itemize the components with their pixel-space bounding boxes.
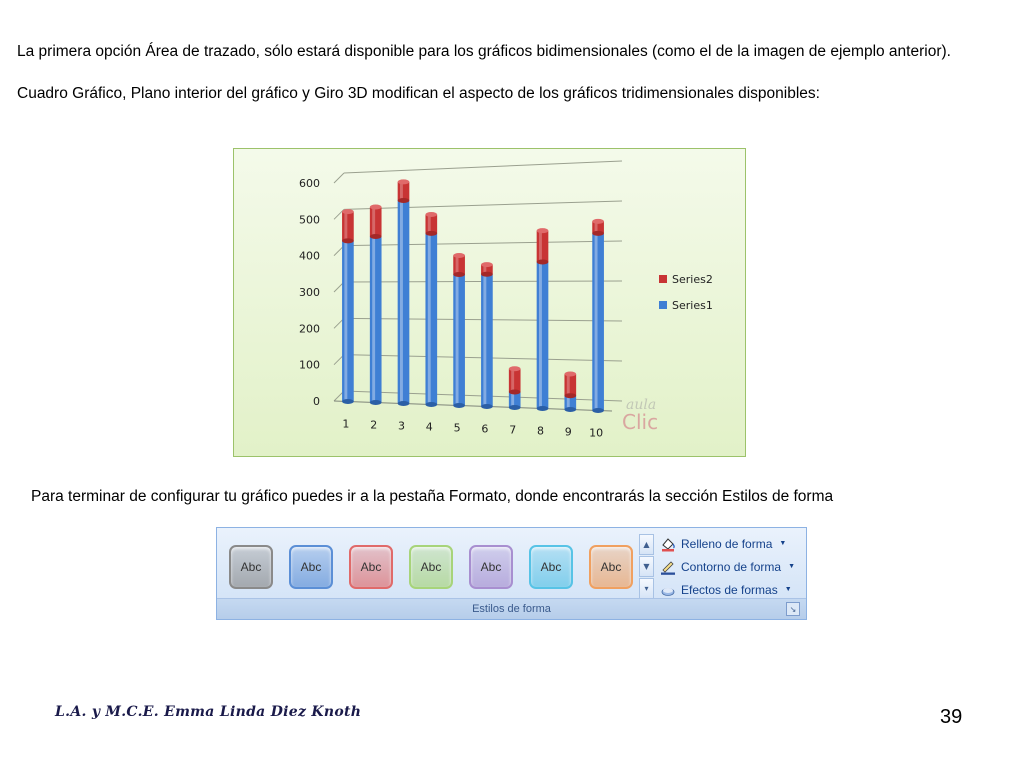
bar-series1-base (564, 407, 576, 412)
shape-styles-gallery (221, 536, 646, 602)
x-tick-label: 8 (537, 424, 544, 438)
y-tick-label: 300 (299, 286, 320, 299)
bar-series1-base (342, 399, 354, 404)
shape-style-cell (281, 536, 341, 598)
bar-series2-highlight (511, 369, 514, 392)
legend-swatch (659, 301, 667, 309)
legend-label: Series1 (672, 299, 713, 312)
bar-series-joint (509, 390, 521, 395)
bar-series2-highlight (456, 255, 459, 274)
bar-series1-base (398, 401, 410, 406)
shape-style-cell (401, 536, 461, 598)
x-tick-label: 7 (509, 423, 517, 437)
shape-style-cell (461, 536, 521, 598)
bar-series-joint (425, 231, 437, 236)
bar-series1-base (453, 403, 465, 408)
bar-series-joint (370, 234, 382, 239)
bar-series2 (509, 369, 521, 392)
bar-series1 (537, 262, 549, 409)
gallery-up-button[interactable]: ▲ (639, 534, 654, 555)
bar-series2-top (342, 209, 354, 214)
shape-effects-icon (660, 582, 676, 598)
chart-3d-stacked-columns (233, 148, 746, 457)
paragraph-format-tab: Para terminar de configurar tu gráfico puedes ir a la pestaña Formato, donde encontrarás la sección Estilos de forma (31, 488, 834, 505)
paragraph-3d-options: Cuadro Gráfico, Plano interior del gráfico y Giro 3D modifican el aspecto de los gráficos tridimensionales disponibles: (17, 85, 820, 102)
gridline (344, 161, 622, 173)
x-tick-label: 5 (453, 421, 461, 435)
ribbon-group-footer (217, 598, 806, 619)
shape-fill-button[interactable] (660, 532, 800, 555)
x-tick-label: 1 (342, 417, 350, 431)
page-number: 39 (940, 706, 963, 728)
y-tick-label: 400 (299, 249, 320, 263)
bar-series2-top (592, 219, 604, 224)
bar-series1 (370, 237, 382, 403)
bar-series1-highlight (483, 274, 486, 406)
bar-series-joint (342, 238, 354, 243)
bar-series1-base (537, 406, 549, 411)
bar-series1 (398, 200, 410, 403)
bar-series2-top (425, 212, 437, 217)
shape-style-button-5[interactable]: Abc (469, 545, 513, 589)
bar-series2-highlight (344, 212, 347, 241)
bar-series2 (370, 207, 382, 237)
shape-effects-label: Efectos de formas (681, 582, 778, 597)
y-tick-label: 100 (299, 358, 320, 372)
bar-series1-highlight (539, 262, 542, 409)
footer-author: L.A. y M.C.E. Emma Linda Diez Knoth (55, 704, 362, 720)
gallery-scroll (639, 534, 654, 599)
x-tick-label: 3 (398, 419, 405, 433)
bar-series1-base (481, 404, 493, 409)
bar-series1 (425, 233, 437, 404)
shape-commands (660, 532, 800, 601)
watermark-logo: Clic (622, 410, 659, 434)
bar-series2 (425, 215, 437, 234)
bar-series2 (537, 231, 549, 262)
ribbon-shape-styles-group (216, 527, 807, 620)
shape-style-button-3[interactable]: Abc (349, 545, 393, 589)
bar-series2-highlight (372, 207, 375, 237)
bar-series-joint (537, 259, 549, 264)
bar-series2-top (453, 253, 465, 258)
x-tick-label: 4 (425, 420, 433, 434)
x-tick-label: 2 (370, 418, 378, 432)
shape-style-cell (221, 536, 281, 598)
y-tick-label: 500 (299, 213, 320, 227)
bar-series2-top (509, 366, 521, 371)
bar-series2 (564, 374, 576, 396)
chevron-down-icon: ▼ (784, 586, 792, 593)
bar-series2 (453, 255, 465, 274)
bar-series1 (453, 274, 465, 405)
chevron-down-icon: ▼ (788, 563, 795, 570)
gallery-down-button[interactable]: ▼ (639, 556, 654, 577)
bar-series-joint (398, 198, 410, 203)
bar-series2-highlight (539, 231, 542, 262)
bar-series2-top (398, 179, 410, 184)
bar-series1-highlight (344, 241, 347, 402)
bar-series-joint (453, 272, 465, 277)
shape-style-button-4[interactable]: Abc (409, 545, 453, 589)
bar-series2-top (481, 262, 493, 267)
bar-series2-top (564, 371, 576, 376)
bar-series-joint (564, 393, 576, 398)
paragraph-plot-area: La primera opción Área de trazado, sólo estará disponible para los gráficos bidimensionales (como el de la imagen de ejemplo anterior). (17, 43, 951, 60)
dialog-launcher-icon[interactable]: ↘ (786, 602, 800, 616)
bar-series1-highlight (456, 274, 459, 405)
chevron-down-icon: ▼ (779, 540, 787, 547)
y-tick-label: 0 (313, 395, 320, 408)
y-tick-label: 600 (299, 177, 320, 190)
paint-bucket-icon (660, 536, 676, 552)
shape-style-cell (521, 536, 581, 598)
shape-style-cell (581, 536, 641, 598)
legend-label: Series2 (672, 273, 713, 286)
bar-series2-highlight (567, 374, 570, 396)
bar-series1-highlight (372, 237, 375, 403)
group-label: Estilos de forma (472, 603, 551, 615)
shape-style-button-1[interactable]: Abc (229, 545, 273, 589)
bar-series1-base (592, 408, 604, 413)
bar-series1-base (425, 402, 437, 407)
bar-series1-base (509, 405, 521, 410)
x-tick-label: 10 (589, 426, 604, 440)
y-tick-label: 200 (299, 322, 320, 336)
gallery-more-button[interactable]: ▾ (639, 578, 654, 599)
shape-style-button-7[interactable]: Abc (589, 545, 633, 589)
pen-outline-icon (660, 559, 676, 575)
legend-swatch (659, 275, 667, 283)
bar-series1-base (370, 400, 382, 405)
shape-fill-label: Relleno de forma (681, 536, 773, 551)
bar-series1-highlight (595, 233, 598, 410)
bar-series-joint (481, 272, 493, 277)
bar-series2 (342, 212, 354, 241)
bar-series1-highlight (400, 200, 403, 403)
bar-series2-top (370, 205, 382, 210)
gridline (344, 241, 622, 246)
x-tick-label: 6 (481, 422, 489, 436)
bar-series-joint (592, 231, 604, 236)
bar-series1-highlight (428, 233, 431, 404)
chart-canvas (234, 149, 746, 457)
bar-series2-top (537, 228, 549, 233)
gridline (344, 201, 622, 209)
shape-outline-button[interactable] (660, 555, 800, 578)
bar-series1 (342, 241, 354, 402)
bar-series2-highlight (400, 182, 403, 201)
x-tick-label: 9 (564, 425, 572, 439)
shape-style-cell (341, 536, 401, 598)
shape-style-button-2[interactable]: Abc (289, 545, 333, 589)
shape-outline-label: Contorno de forma (681, 559, 782, 574)
gridline-side (334, 173, 344, 183)
bar-series1 (481, 274, 493, 406)
bar-series2-highlight (428, 215, 431, 234)
bar-series1 (592, 233, 604, 410)
bar-series2 (398, 182, 410, 201)
shape-style-button-6[interactable]: Abc (529, 545, 573, 589)
watermark-logo: aula (626, 397, 657, 413)
